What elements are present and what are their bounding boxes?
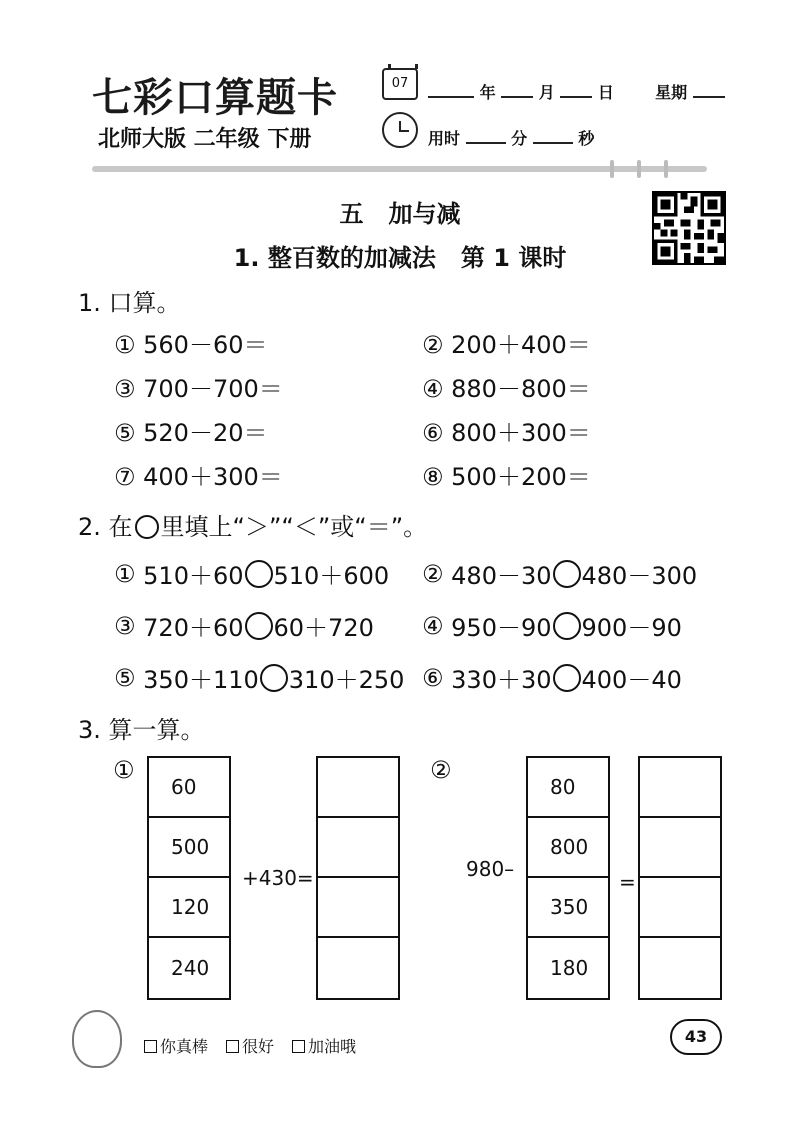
section-2-heading [78,507,427,542]
problem-1-operation: +430= [242,866,314,890]
lesson-title: 1. 整百数的加减法 第 1 课时 [233,244,567,272]
oral-calc-item: ④ 880－800＝ [422,375,591,403]
binder-pin [637,160,641,178]
section-3-heading: 3. 算一算。 [78,716,205,744]
problem-1-input-column [147,756,231,1000]
problem-1-answer-column [316,756,400,1000]
seconds-label: 秒 [578,129,595,148]
compare-left: 330＋30 [451,666,552,694]
edition-subtitle: 北师大版 二年级 下册 [98,127,312,152]
time-label: 用时 [428,129,461,148]
calendar-day: 07 [391,76,409,91]
checkbox-icon [226,1040,239,1053]
compare-circle-input[interactable] [553,612,581,640]
day-label: 日 [597,83,614,102]
compare-item [114,608,374,643]
checkbox-icon [144,1040,157,1053]
year-blank[interactable] [428,84,474,98]
minutes-label: 分 [511,129,528,148]
date-line [428,80,725,103]
item-number: ① [114,559,136,588]
compare-item [422,608,682,643]
compare-right: 400－40 [581,666,682,694]
compare-left: 510＋60 [143,562,244,590]
year-label: 年 [479,83,496,102]
input-cell: 60 [149,758,229,818]
problem-2-label: ② [430,756,452,784]
binder-pin [664,160,668,178]
rating-label: 你真棒 [160,1037,209,1056]
rating-option[interactable] [144,1034,208,1057]
compare-circle-input[interactable] [553,560,581,588]
item-number: ④ [422,611,444,640]
section-2-heading-prefix: 2. 在 [78,513,133,541]
qr-code[interactable] [652,191,726,265]
minutes-blank[interactable] [466,130,506,144]
answer-cell[interactable] [318,938,398,998]
rating-label: 加油哦 [308,1037,357,1056]
weekday-blank[interactable] [693,84,725,98]
oral-calc-item: ② 200＋400＝ [422,331,591,359]
compare-circle-input[interactable] [245,560,273,588]
answer-cell[interactable] [640,938,720,998]
item-number: ⑤ [114,663,136,692]
section-1-heading: 1. 口算。 [78,289,181,317]
compare-left: 950－90 [451,614,552,642]
input-cell: 500 [149,818,229,878]
time-line [428,126,594,149]
calendar-icon [382,68,418,100]
answer-cell[interactable] [640,878,720,938]
input-cell: 240 [171,956,210,980]
rating-option[interactable] [226,1034,274,1057]
oral-calc-item: ⑦ 400＋300＝ [114,463,283,491]
compare-item [422,660,682,695]
problem-1-label: ① [113,756,135,784]
checkbox-icon [292,1040,305,1053]
unit-title: 五 加与减 [339,200,461,228]
item-number: ③ [114,611,136,640]
item-number: ⑥ [422,663,444,692]
compare-item [422,556,697,591]
day-blank[interactable] [560,84,592,98]
oral-calc-item: ③ 700－700＝ [114,375,283,403]
circle-symbol [135,515,159,539]
compare-right: 310＋250 [288,666,405,694]
answer-cell[interactable] [640,818,720,878]
binder-pin [610,160,614,178]
rating-label: 很好 [242,1037,275,1056]
brand-title: 七彩口算题卡 [92,75,338,121]
month-label: 月 [538,83,555,102]
compare-circle-input[interactable] [245,612,273,640]
rating-options [144,1034,356,1057]
compare-right: 60＋720 [273,614,374,642]
input-cell: 80 [528,758,608,818]
compare-item [114,660,404,695]
input-cell: 120 [149,878,229,938]
section-2-heading-suffix: 里填上“＞”“＜”或“＝”。 [160,513,428,541]
input-cell: 350 [528,878,608,938]
answer-cell[interactable] [318,758,398,818]
page-number: 43 [670,1019,722,1055]
month-blank[interactable] [501,84,533,98]
oral-calc-item: ⑤ 520－20＝ [114,419,268,447]
compare-circle-input[interactable] [260,664,288,692]
problem-2-prefix: 980– [466,857,515,881]
compare-right: 510＋600 [273,562,390,590]
answer-cell[interactable] [318,818,398,878]
input-cell: 800 [528,818,608,878]
oral-calc-item: ① 560－60＝ [114,331,268,359]
mascot-icon [72,1010,122,1068]
rating-option[interactable] [292,1034,356,1057]
oral-calc-item: ⑥ 800＋300＝ [422,419,591,447]
compare-left: 480－30 [451,562,552,590]
input-cell: 180 [550,956,589,980]
compare-left: 720＋60 [143,614,244,642]
compare-left: 350＋110 [143,666,259,694]
seconds-blank[interactable] [533,130,573,144]
compare-circle-input[interactable] [553,664,581,692]
header-divider [92,166,707,172]
problem-2-input-column [526,756,610,1000]
oral-calc-item: ⑧ 500＋200＝ [422,463,591,491]
answer-cell[interactable] [640,758,720,818]
compare-item [114,556,389,591]
compare-right: 480－300 [581,562,698,590]
problem-2-answer-column [638,756,722,1000]
clock-icon [382,112,418,148]
answer-cell[interactable] [318,878,398,938]
weekday-label: 星期 [655,83,688,102]
problem-2-equals: = [619,870,636,894]
compare-right: 900－90 [581,614,682,642]
item-number: ② [422,559,444,588]
